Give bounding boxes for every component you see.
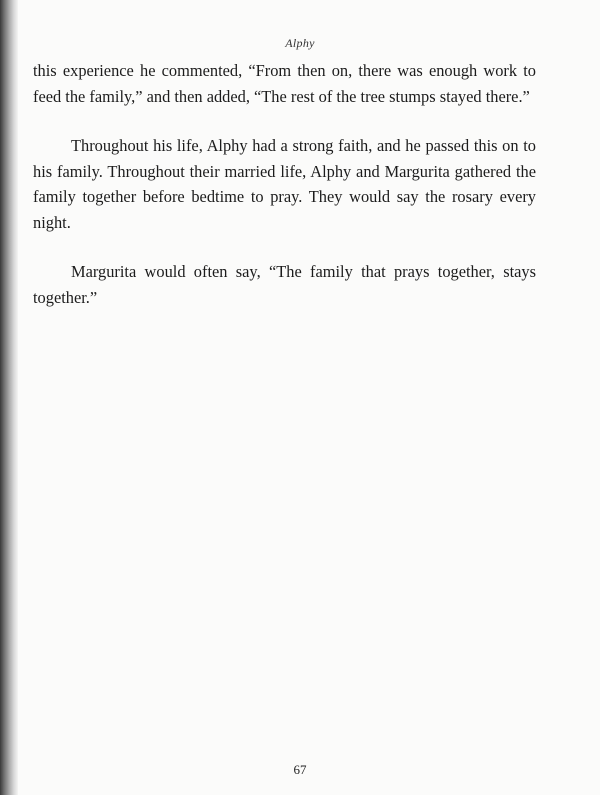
- running-header: Alphy: [285, 36, 315, 50]
- paragraph-2: Throughout his life, Alphy had a strong faith, and he passed this on to his family. Throughout their married life, Alphy and Margurita gathered the family together before bedtime to pray. They would say the rosary every night.: [33, 136, 536, 232]
- paragraph-3: Margurita would often say, “The family that prays together, stays together.”: [33, 262, 536, 307]
- book-binding-shadow: [0, 0, 18, 795]
- body-text: [33, 58, 536, 334]
- page-number: 67: [293, 762, 307, 777]
- paragraph-1: this experience he commented, “From then on, there was enough work to feed the family,” and then added, “The rest of the tree stumps stayed there.”: [33, 61, 536, 106]
